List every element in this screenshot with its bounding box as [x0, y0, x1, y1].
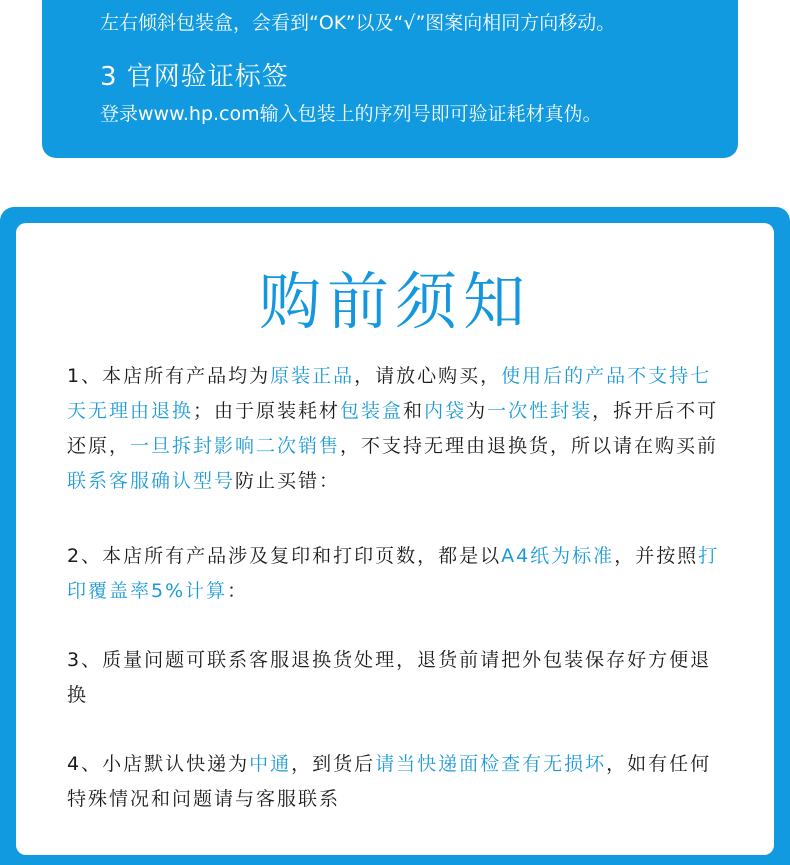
notice-highlight: 联系客服确认型号 — [67, 470, 236, 492]
notice-text: 3、质量问题可联系客服退换货处理，退货前请把外包装保存好方便退换 — [67, 649, 712, 706]
notice-highlight: 一次性封装 — [487, 400, 593, 422]
official-verification-instruction: 登录www.hp.com输入包装上的序列号即可验证耗材真伪。 — [100, 103, 602, 125]
notice-text: ： — [227, 580, 249, 602]
notice-text: ，到货后 — [291, 753, 376, 775]
notice-highlight: 内袋 — [424, 400, 467, 422]
notice-text: ，并按照 — [614, 545, 699, 567]
notice-text: ，如有任何特殊情况和问题请与客服联系 — [67, 753, 712, 810]
tilt-check-instruction: 左右倾斜包装盒，会看到“OK”以及“√”图案向相同方向移动。 — [100, 12, 616, 34]
notice-text: ；由于原装耗材 — [193, 400, 341, 422]
notice-text: 2、本店所有产品涉及复印和打印页数，都是以 — [67, 545, 502, 567]
notice-highlight: 打印覆盖率5%计算 — [67, 545, 720, 602]
purchase-notice-panel — [16, 223, 774, 855]
official-verification-heading: 3 官网验证标签 — [100, 62, 289, 92]
notice-highlight: 包装盒 — [340, 400, 404, 422]
notice-text: ，请放心购买， — [354, 365, 502, 387]
notice-highlight: 一旦拆封影响二次销售 — [130, 435, 341, 457]
notice-item-2 — [67, 539, 727, 609]
notice-item-4 — [67, 747, 727, 817]
verification-info-card — [42, 0, 738, 158]
purchase-notice-title: 购前须知 — [258, 265, 531, 338]
notice-text: ，不支持无理由退换货，所以请在购买前 — [340, 435, 719, 457]
notice-highlight: 使用后的产品不支持七天无理由退换 — [67, 365, 712, 422]
notice-item-1 — [67, 359, 727, 499]
notice-text: ，拆开后不可还原， — [67, 400, 719, 457]
notice-item-3 — [67, 643, 727, 713]
notice-text: 为 — [466, 400, 488, 422]
purchase-notice-frame — [0, 207, 790, 865]
notice-text: 和 — [403, 400, 425, 422]
notice-highlight: 请当快递面检查有无损坏 — [375, 753, 607, 775]
notice-highlight: A4纸为标准 — [501, 545, 615, 567]
notice-highlight: 原装正品 — [270, 365, 355, 387]
notice-text: 1、本店所有产品均为 — [67, 365, 271, 387]
notice-text: 防止买错： — [235, 470, 341, 492]
notice-text: 4、小店默认快递为 — [67, 753, 250, 775]
notice-highlight: 中通 — [249, 753, 292, 775]
